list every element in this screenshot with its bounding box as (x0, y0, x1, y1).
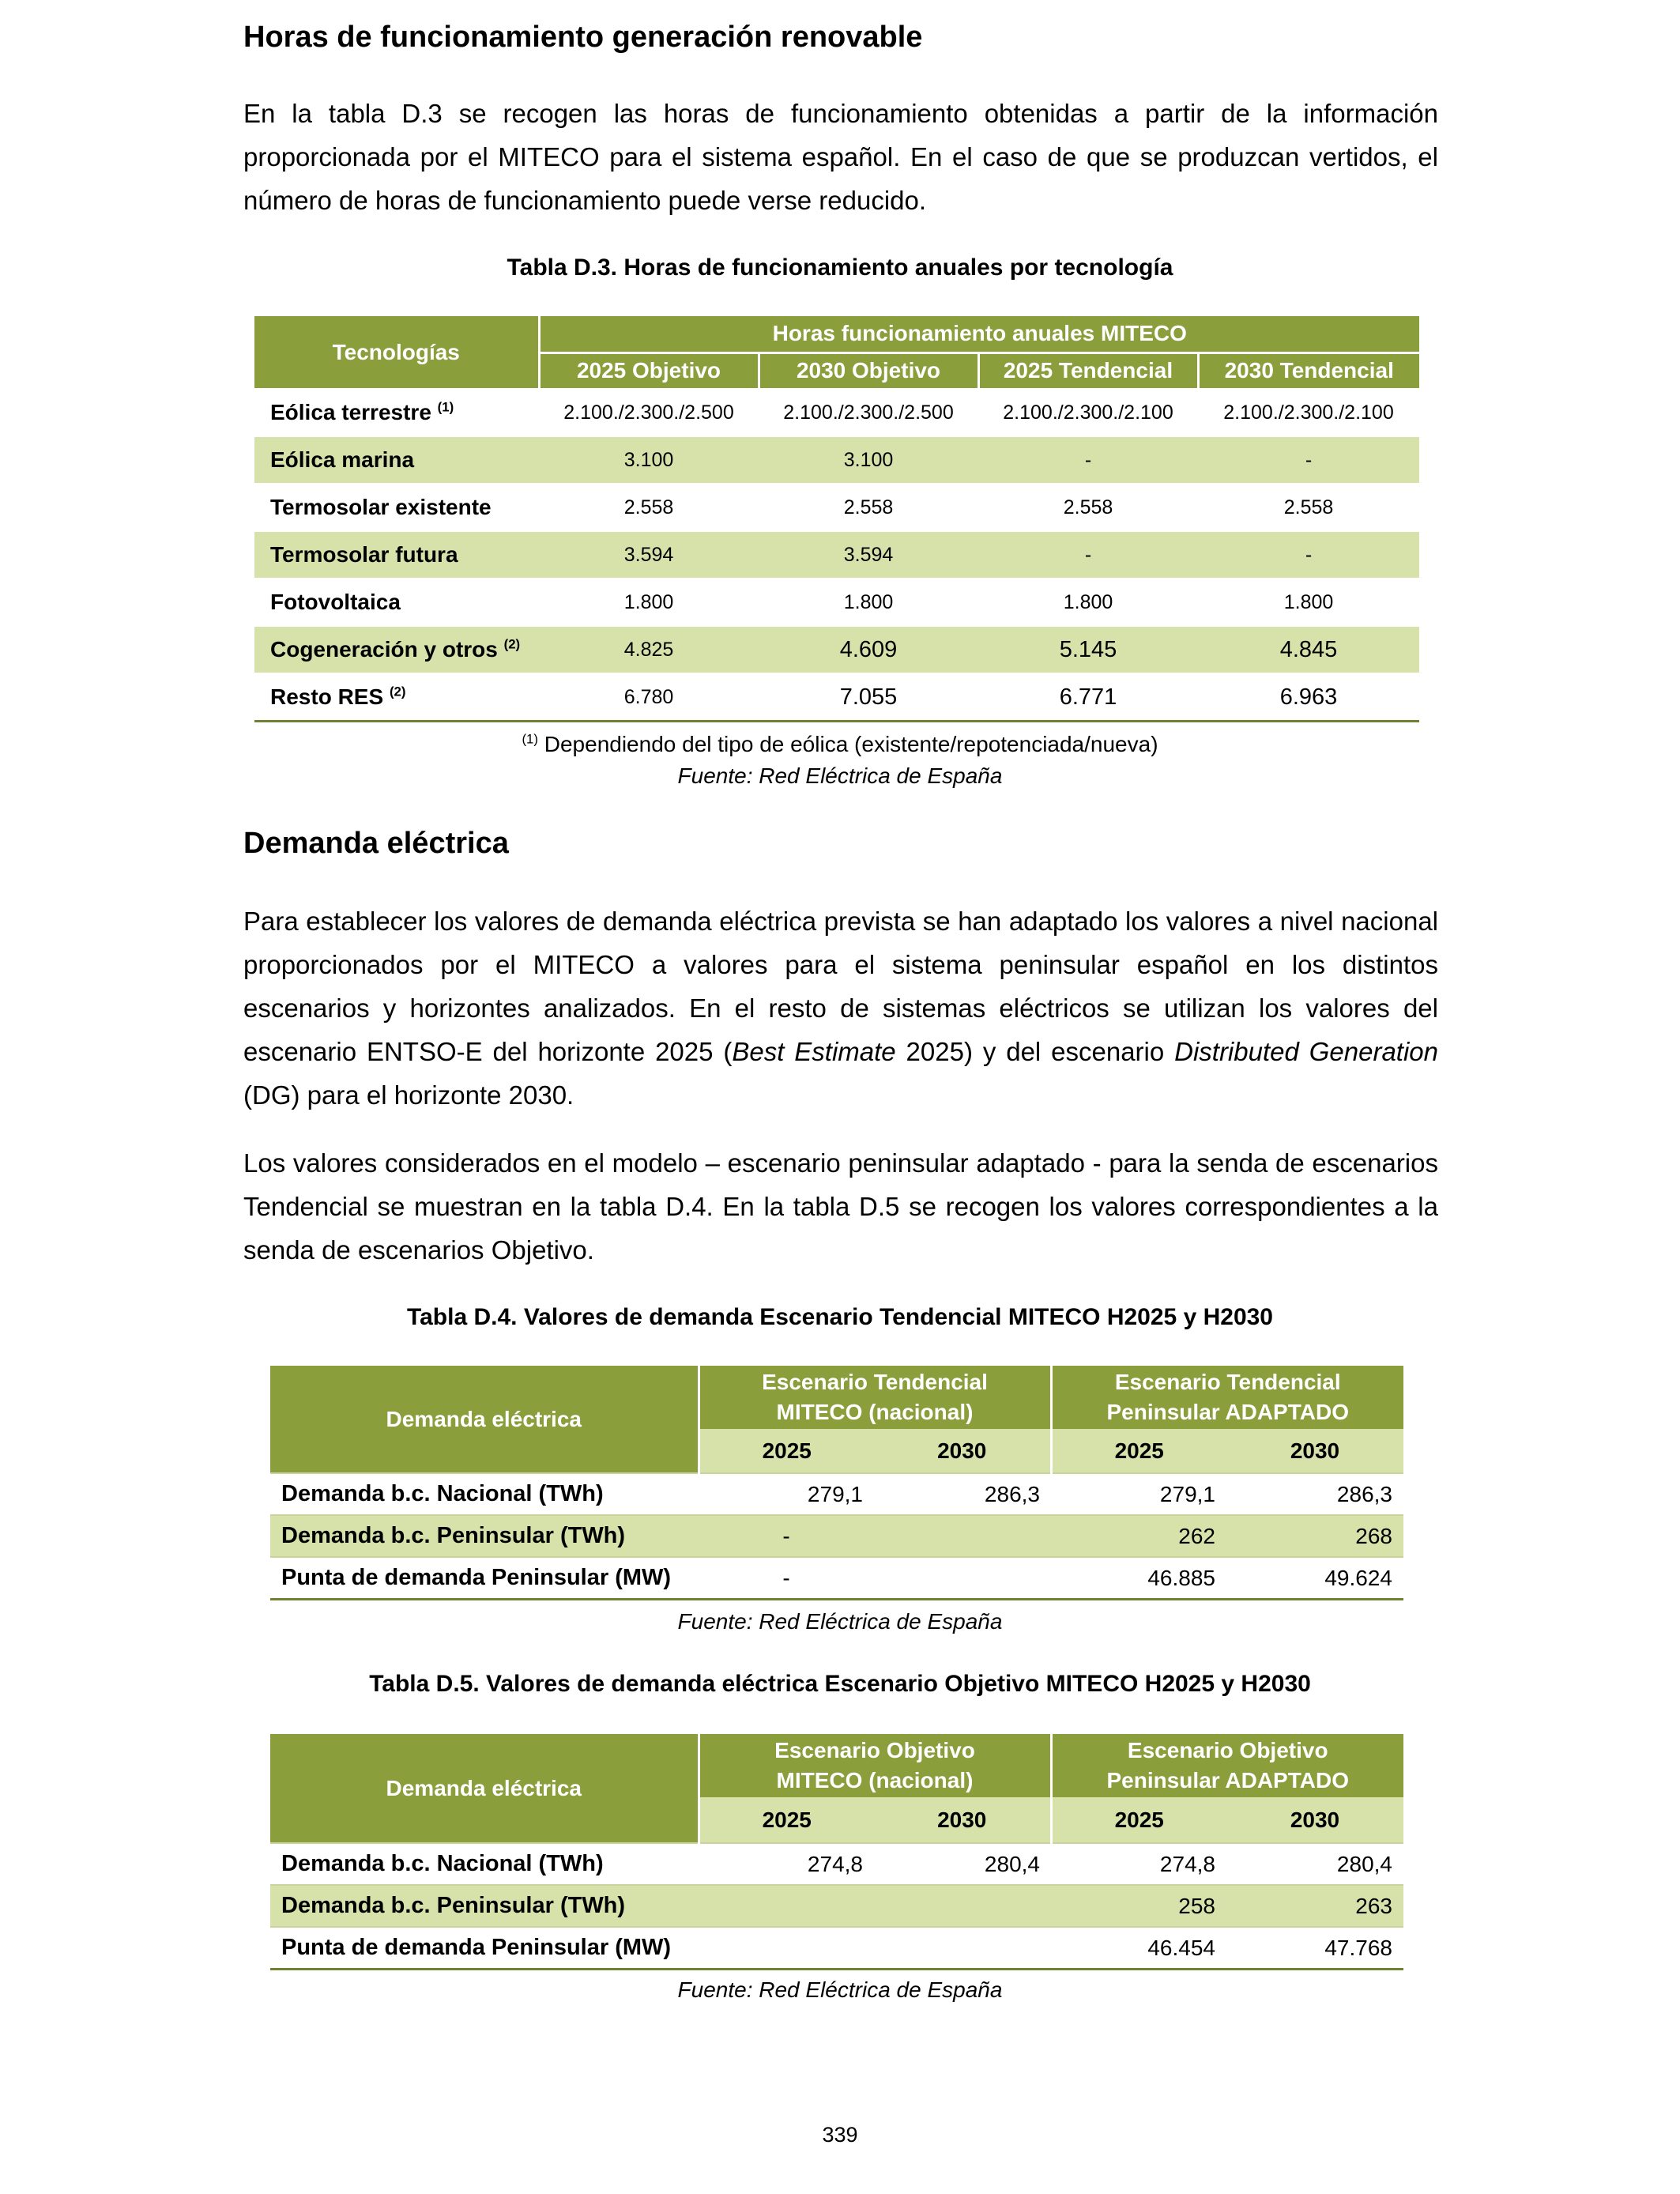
table-cell: 4.609 (759, 626, 978, 673)
table-cell: - (1198, 531, 1419, 579)
table-cell: 47.768 (1226, 1927, 1403, 1970)
table-row (254, 389, 1419, 436)
table-cell: 2.100./2.300./2.100 (1198, 389, 1419, 436)
table-caption: Tabla D.5. Valores de demanda eléctrica Escenario Objetivo MITECO H2025 y H2030 (369, 1671, 1311, 1697)
table-cell: 4.845 (1198, 626, 1419, 673)
table-cell (874, 1885, 1051, 1927)
row-label: Resto RES $^{(2)}$ (254, 673, 539, 722)
table-cell: 3.100 (759, 436, 978, 484)
section-heading: Horas de funcionamiento generación renovable (243, 21, 923, 54)
table-source: Fuente: Red Eléctrica de España (677, 1977, 1003, 2002)
table-header-year: 2030 (874, 1797, 1051, 1843)
row-label: Eólica terrestre $^{(1)}$ (254, 389, 539, 436)
table-cell (874, 1927, 1051, 1970)
section-paragraph: Los valores considerados en el modelo – escenario peninsular adaptado - para la senda de escenarios Tendencial se muestran en la tabla D.4. En la tabla D.5 se recogen los valores correspondientes a la senda de escenarios Objetivo. (243, 1148, 1438, 1265)
row-label: Demanda b.c. Nacional (TWh) (270, 1473, 699, 1515)
table-cell: 258 (1051, 1885, 1226, 1927)
table-cell: 274,8 (1051, 1843, 1226, 1885)
table-header-year: 2025 (1051, 1429, 1226, 1473)
table-cell: 2.558 (759, 484, 978, 531)
table-source: Fuente: Red Eléctrica de España (677, 763, 1003, 788)
table-cell: 3.594 (539, 531, 759, 579)
table-row (254, 484, 1419, 531)
table-footnote: $^{(1)}$ Dependiendo del tipo de eólica (existente/repotenciada/nueva) (522, 731, 1158, 756)
table-cell: 3.100 (539, 436, 759, 484)
table-row (270, 1515, 1403, 1557)
table-cell: 2.100./2.300./2.100 (978, 389, 1198, 436)
table-cell: - (978, 436, 1198, 484)
table-cell: 2.100./2.300./2.500 (539, 389, 759, 436)
table-row (270, 1473, 1403, 1515)
table-cell: 6.963 (1198, 673, 1419, 722)
table-row (270, 1557, 1403, 1600)
table-cell: 2.100./2.300./2.500 (759, 389, 978, 436)
table-header-column: 2025 Tendencial (978, 352, 1198, 389)
table-cell: 2.558 (539, 484, 759, 531)
section-paragraph: Para establecer los valores de demanda eléctrica prevista se han adaptado los valores a nivel nacional proporcionados por el MITECO a valores para el sistema peninsular español en los distintos escenarios y horizontes analizados. En el resto de sistemas eléctricos se utilizan los valores del escenario ENTSO-E del horizonte 2025 (Best Estimate 2025) y del escenario Distributed Generation (DG) para el horizonte 2030. (243, 907, 1438, 1110)
table-cell: 1.800 (539, 579, 759, 626)
table-header-year: 2030 (874, 1429, 1051, 1473)
table-cell: - (1198, 436, 1419, 484)
table-cell: - (699, 1557, 874, 1600)
row-label: Termosolar existente (254, 484, 539, 531)
table-header-year: 2030 (1226, 1797, 1403, 1843)
table-header-group: Escenario Objetivo MITECO (nacional) (699, 1734, 1051, 1797)
table-cell: 46.885 (1051, 1557, 1226, 1600)
table-header-group: Escenario Objetivo Peninsular ADAPTADO (1051, 1734, 1403, 1797)
table-cell: 286,3 (1226, 1473, 1403, 1515)
row-label: Demanda b.c. Nacional (TWh) (270, 1843, 699, 1885)
table-cell: 263 (1226, 1885, 1403, 1927)
table-cell: 1.800 (978, 579, 1198, 626)
table-caption: Tabla D.3. Horas de funcionamiento anuales por tecnología (507, 254, 1173, 281)
table-cell (874, 1515, 1051, 1557)
table-row (254, 673, 1419, 722)
table-cell: 268 (1226, 1515, 1403, 1557)
row-label: Eólica marina (254, 436, 539, 484)
table-header-group: Escenario Tendencial Peninsular ADAPTADO (1051, 1366, 1403, 1429)
table-row (254, 531, 1419, 579)
table-cell: 6.771 (978, 673, 1198, 722)
table-header-demand: Demanda eléctrica (270, 1734, 699, 1843)
table-cell: 280,4 (1226, 1843, 1403, 1885)
table-caption: Tabla D.4. Valores de demanda Escenario Tendencial MITECO H2025 y H2030 (407, 1304, 1273, 1330)
table-cell: 6.780 (539, 673, 759, 722)
table-cell (699, 1927, 874, 1970)
row-label: Termosolar futura (254, 531, 539, 579)
row-label: Cogeneración y otros $^{(2)}$ (254, 626, 539, 673)
table-row (254, 626, 1419, 673)
table-header-column: 2030 Objetivo (759, 352, 978, 389)
section-heading: Demanda eléctrica (243, 827, 509, 860)
table-cell: 274,8 (699, 1843, 874, 1885)
table-cell: 1.800 (759, 579, 978, 626)
table-cell: 280,4 (874, 1843, 1051, 1885)
table-header-year: 2030 (1226, 1429, 1403, 1473)
table-header-demand: Demanda eléctrica (270, 1366, 699, 1473)
table-cell: 279,1 (699, 1473, 874, 1515)
table-d3 (254, 316, 1419, 722)
row-label: Demanda b.c. Peninsular (TWh) (270, 1515, 699, 1557)
table-cell: 1.800 (1198, 579, 1419, 626)
section-paragraph: En la tabla D.3 se recogen las horas de funcionamiento obtenidas a partir de la información proporcionada por el MITECO para el sistema español. En el caso de que se produzcan vertidos, el número de horas de funcionamiento puede verse reducido. (243, 99, 1438, 215)
table-cell (699, 1885, 874, 1927)
table-row (254, 579, 1419, 626)
table-header-group: Horas funcionamiento anuales MITECO (539, 316, 1419, 352)
table-cell: 3.594 (759, 531, 978, 579)
row-label: Punta de demanda Peninsular (MW) (270, 1927, 699, 1970)
table-cell: 2.558 (1198, 484, 1419, 531)
table-cell: 262 (1051, 1515, 1226, 1557)
table-d5 (270, 1734, 1403, 1970)
table-cell (874, 1557, 1051, 1600)
table-header-year: 2025 (1051, 1797, 1226, 1843)
table-cell: 286,3 (874, 1473, 1051, 1515)
table-cell: 279,1 (1051, 1473, 1226, 1515)
row-label: Punta de demanda Peninsular (MW) (270, 1557, 699, 1600)
table-cell: 7.055 (759, 673, 978, 722)
table-cell: 2.558 (978, 484, 1198, 531)
table-cell: 49.624 (1226, 1557, 1403, 1600)
table-cell: - (699, 1515, 874, 1557)
table-source: Fuente: Red Eléctrica de España (677, 1609, 1003, 1634)
table-cell: - (978, 531, 1198, 579)
table-header-technologies: Tecnologías (254, 316, 539, 389)
table-header-year: 2025 (699, 1429, 874, 1473)
table-row (270, 1843, 1403, 1885)
table-header-column: 2025 Objetivo (539, 352, 759, 389)
row-label: Demanda b.c. Peninsular (TWh) (270, 1885, 699, 1927)
page-number: 339 (822, 2123, 858, 2147)
table-cell: 4.825 (539, 626, 759, 673)
table-row (254, 436, 1419, 484)
row-label: Fotovoltaica (254, 579, 539, 626)
table-row (270, 1885, 1403, 1927)
table-row (270, 1927, 1403, 1970)
table-header-column: 2030 Tendencial (1198, 352, 1419, 389)
table-cell: 5.145 (978, 626, 1198, 673)
table-cell: 46.454 (1051, 1927, 1226, 1970)
table-header-year: 2025 (699, 1797, 874, 1843)
table-header-group: Escenario Tendencial MITECO (nacional) (699, 1366, 1051, 1429)
table-d4 (270, 1366, 1403, 1600)
